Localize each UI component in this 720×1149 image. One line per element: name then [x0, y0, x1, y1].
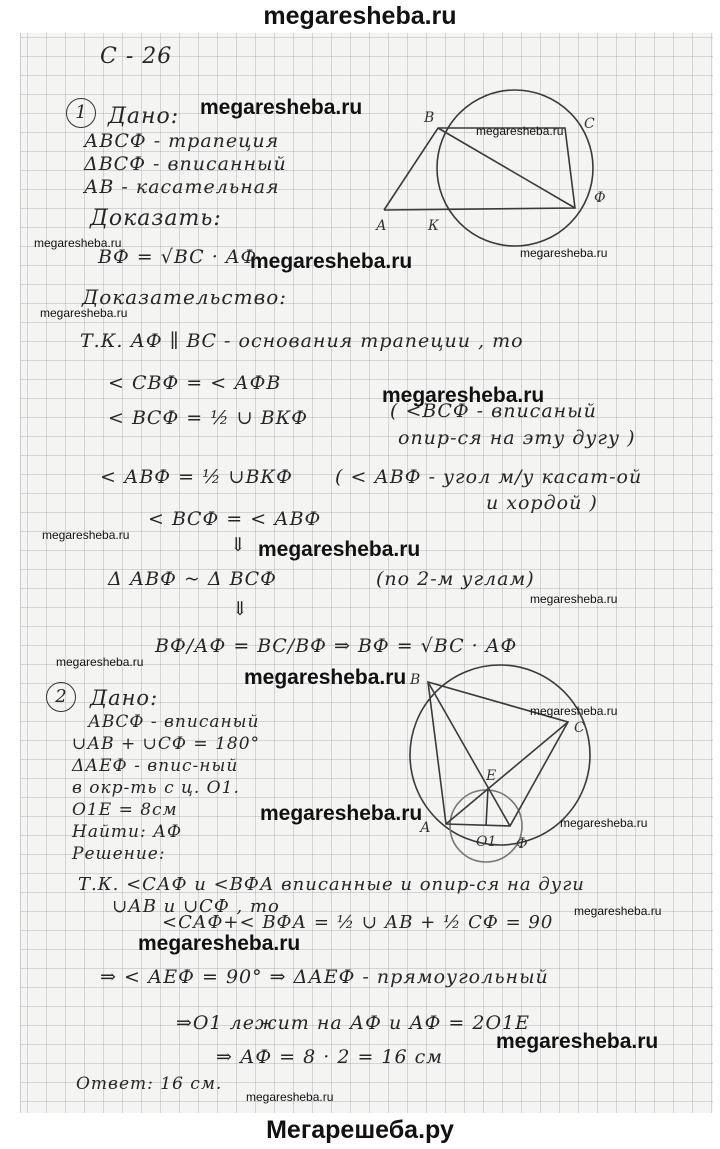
task1-line: < ВСФ = ½ ∪ ВКФ [108, 407, 309, 429]
watermark-small: megaresheba.ru [574, 904, 662, 918]
task1-label-a: А [376, 218, 387, 234]
watermark: megaresheba.ru [258, 538, 421, 561]
watermark: megaresheba.ru [382, 384, 545, 407]
watermark-small: megaresheba.ru [246, 1090, 334, 1104]
watermark-small: megaresheba.ru [476, 124, 564, 138]
task1-given-line: АВ - касательная [84, 176, 280, 198]
watermark: megaresheba.ru [138, 932, 301, 955]
watermark-small: megaresheba.ru [520, 246, 608, 260]
watermark: megaresheba.ru [496, 1030, 659, 1053]
task1-figure [370, 80, 630, 270]
watermark-small: megaresheba.ru [42, 528, 130, 542]
task2-given-line: АВСФ - вписаный [88, 712, 260, 732]
watermark: megaresheba.ru [260, 802, 423, 825]
task2-label-c: С [574, 720, 585, 736]
task2-radius [486, 788, 488, 826]
task1-line: и хордой ) [486, 492, 598, 514]
task1-line: Т.К. АФ ∥ ВС - основания трапеции , то [80, 330, 524, 352]
task1-label-f: Ф [594, 190, 606, 206]
task1-proof-label: Доказательство: [82, 285, 288, 309]
watermark-small: megaresheba.ru [530, 592, 618, 606]
task2-given-label: Дано: [90, 686, 159, 710]
task1-number: 1 [66, 98, 96, 128]
watermark-small: megaresheba.ru [56, 655, 144, 669]
watermark: megaresheba.ru [200, 96, 363, 119]
task2-label-b: В [410, 672, 421, 688]
task1-line: Δ АВФ ~ Δ ВСФ [108, 568, 277, 590]
task1-line: ( <ВСФ - вписаный [390, 400, 597, 422]
task2-line: ∪АВ и ∪СФ , то [112, 896, 280, 917]
watermark-small: megaresheba.ru [560, 816, 648, 830]
task2-line: <САФ+< ВФА = ½ ∪ АВ + ½ СФ = 90 [162, 912, 554, 933]
task1-label-b: В [424, 110, 435, 126]
task2-label-e: Е [486, 768, 497, 784]
task2-line: ⇒О1 лежит на АФ и АФ = 2О1Е [176, 1012, 530, 1034]
task1-prove-label: Доказать: [90, 206, 222, 231]
task1-line: опир-ся на эту дугу ) [398, 427, 636, 449]
watermark-small: megaresheba.ru [34, 236, 122, 250]
task1-line: ⇓ [230, 534, 247, 556]
task1-prove: ВФ = √BC · AФ [98, 246, 258, 268]
task1-label-c: С [584, 116, 595, 132]
task2-line: ⇒ АФ = 8 · 2 = 16 см [216, 1046, 444, 1068]
task2-label-f: Ф [516, 836, 528, 852]
task2-given-line: ∪АВ + ∪СФ = 180° [72, 734, 261, 754]
task1-given-line: АВСФ - трапеция [84, 130, 280, 152]
task2-solution-label: Решение: [72, 844, 166, 864]
site-header[interactable]: megaresheba.ru [263, 2, 457, 30]
task1-label-k: К [428, 218, 439, 234]
task1-line: < АВФ = ½ ∪ВКФ [100, 466, 293, 488]
task1-trapezoid [384, 128, 575, 210]
task2-label-a: А [420, 820, 431, 836]
task2-given-line: в окр-ть с ц. О1. [72, 778, 240, 798]
watermark: megaresheba.ru [250, 250, 413, 273]
task1-line: < ВСФ = < АВФ [148, 508, 322, 530]
task1-given-label: Дано: [108, 104, 180, 129]
task1-line: < СВФ = < АФВ [108, 372, 282, 394]
task2-line: ⇒ < АЕФ = 90° ⇒ ΔАЕФ - прямоугольный [100, 966, 549, 988]
watermark-small: megaresheba.ru [530, 704, 618, 718]
task2-figure [400, 660, 610, 860]
task1-diagonal [438, 128, 575, 208]
site-footer[interactable]: Мегарешеба.ру [266, 1116, 454, 1144]
task1-line: ( < АВФ - угол м/у касат-ой [335, 466, 643, 488]
task2-label-o1: О1 [476, 834, 497, 850]
task2-given-line: ΔАЕФ - впис-ный [72, 756, 239, 776]
task2-find: Найти: АФ [72, 822, 183, 842]
task1-given-line: ΔВСФ - вписанный [84, 153, 287, 175]
watermark-small: megaresheba.ru [40, 306, 128, 320]
task1-line: ВФ/АФ = ВС/ВФ ⇒ ВФ = √BC · AФ [155, 635, 518, 657]
task1-line: (по 2-м углам) [376, 568, 535, 590]
task2-diagonal-ac [446, 722, 568, 824]
task2-answer: Ответ: 16 см. [76, 1074, 223, 1094]
task1-line: ⇓ [232, 598, 249, 620]
watermark: megaresheba.ru [244, 666, 407, 689]
page-heading: С - 26 [100, 44, 173, 69]
task2-given-line: О1Е = 8см [72, 800, 178, 820]
task2-number: 2 [46, 682, 76, 712]
task2-line: Т.К. <САФ и <ВФА вписанные и опир-ся на дуги [78, 874, 585, 895]
